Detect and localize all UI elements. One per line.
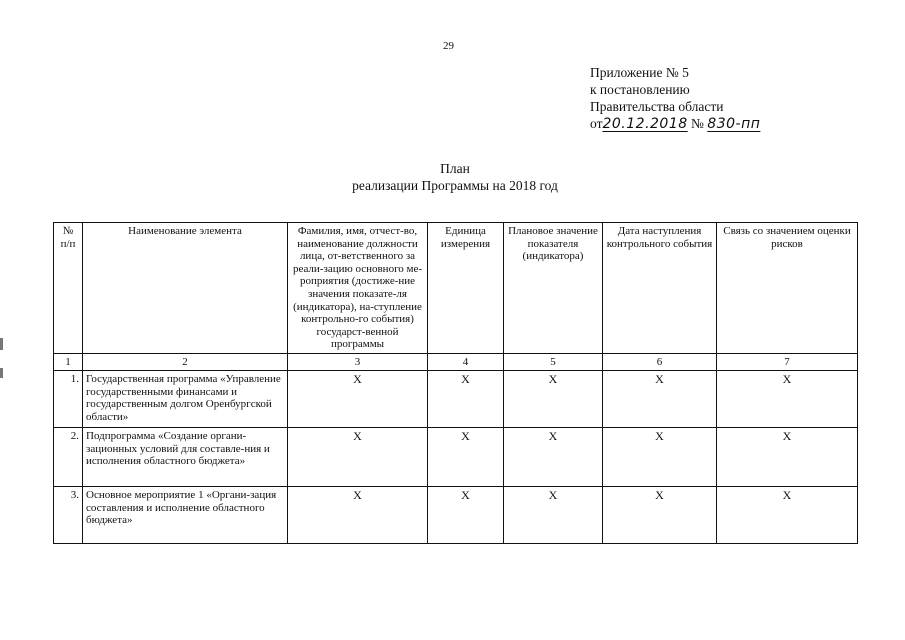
row-number: 3. [54, 486, 83, 543]
row-number: 2. [54, 427, 83, 486]
row-cell: Х [603, 427, 717, 486]
row-cell: Х [428, 370, 504, 427]
header-number: № п/п [54, 223, 83, 354]
row-cell: Х [603, 370, 717, 427]
header-event-date: Дата наступления контрольного события [603, 223, 717, 354]
appendix-government: Правительства области [590, 99, 724, 114]
appendix-resolution: к постановлению [590, 82, 690, 97]
header-element-name: Наименование элемента [83, 223, 288, 354]
title-plan: План [440, 161, 470, 176]
handwritten-number: 830-пп [707, 116, 761, 132]
row-cell: Х [288, 370, 428, 427]
handwritten-date: 20.12.2018 [602, 116, 688, 132]
column-number: 5 [504, 353, 603, 370]
row-cell: Х [603, 486, 717, 543]
row-cell: Х [717, 370, 858, 427]
scan-edge-mark [0, 338, 3, 350]
table-row [54, 427, 858, 486]
row-cell: Х [717, 486, 858, 543]
appendix-date-line [590, 115, 760, 133]
plan-table [53, 222, 858, 544]
appendix-block [590, 64, 760, 133]
column-number: 7 [717, 353, 858, 370]
appendix-title: Приложение № 5 [590, 65, 689, 80]
page-number: 29 [443, 40, 454, 52]
row-cell: Х [428, 427, 504, 486]
row-number: 1. [54, 370, 83, 427]
table-row [54, 486, 858, 543]
row-element-name: Подпрограмма «Создание органи-зационных условий для составле-ния и исполнения областного бюджета» [83, 427, 288, 486]
column-number-row [54, 353, 858, 370]
column-number: 1 [54, 353, 83, 370]
row-element-name: Государственная программа «Управление государственными финансами и государственным долгом Оренбургской области» [83, 370, 288, 427]
scan-edge-mark [0, 368, 3, 378]
row-cell: Х [428, 486, 504, 543]
table-header-row [54, 223, 858, 354]
table-row [54, 370, 858, 427]
column-number: 2 [83, 353, 288, 370]
header-risk-link: Связь со значением оценки рисков [717, 223, 858, 354]
row-cell: Х [288, 427, 428, 486]
column-number: 6 [603, 353, 717, 370]
document-title [290, 160, 620, 194]
row-cell: Х [717, 427, 858, 486]
column-number: 3 [288, 353, 428, 370]
row-cell: Х [504, 427, 603, 486]
title-subtitle: реализации Программы на 2018 год [352, 178, 558, 193]
number-prefix: № [691, 116, 704, 131]
row-cell: Х [504, 486, 603, 543]
column-number: 4 [428, 353, 504, 370]
header-unit: Единица измерения [428, 223, 504, 354]
row-element-name: Основное мероприятие 1 «Органи-зация составления и исполнение областного бюджета» [83, 486, 288, 543]
header-planned-value: Плановое значение показателя (индикатора) [504, 223, 603, 354]
row-cell: Х [504, 370, 603, 427]
date-prefix: от [590, 116, 603, 131]
header-responsible-person: Фамилия, имя, отчест-во, наименование должности лица, от-ветственного за реали-зацию основного ме-роприятия (достиже-ние значения показате-ля (индикатора), на-ступление контрольно-го события) государст-венной программы [288, 223, 428, 354]
row-cell: Х [288, 486, 428, 543]
